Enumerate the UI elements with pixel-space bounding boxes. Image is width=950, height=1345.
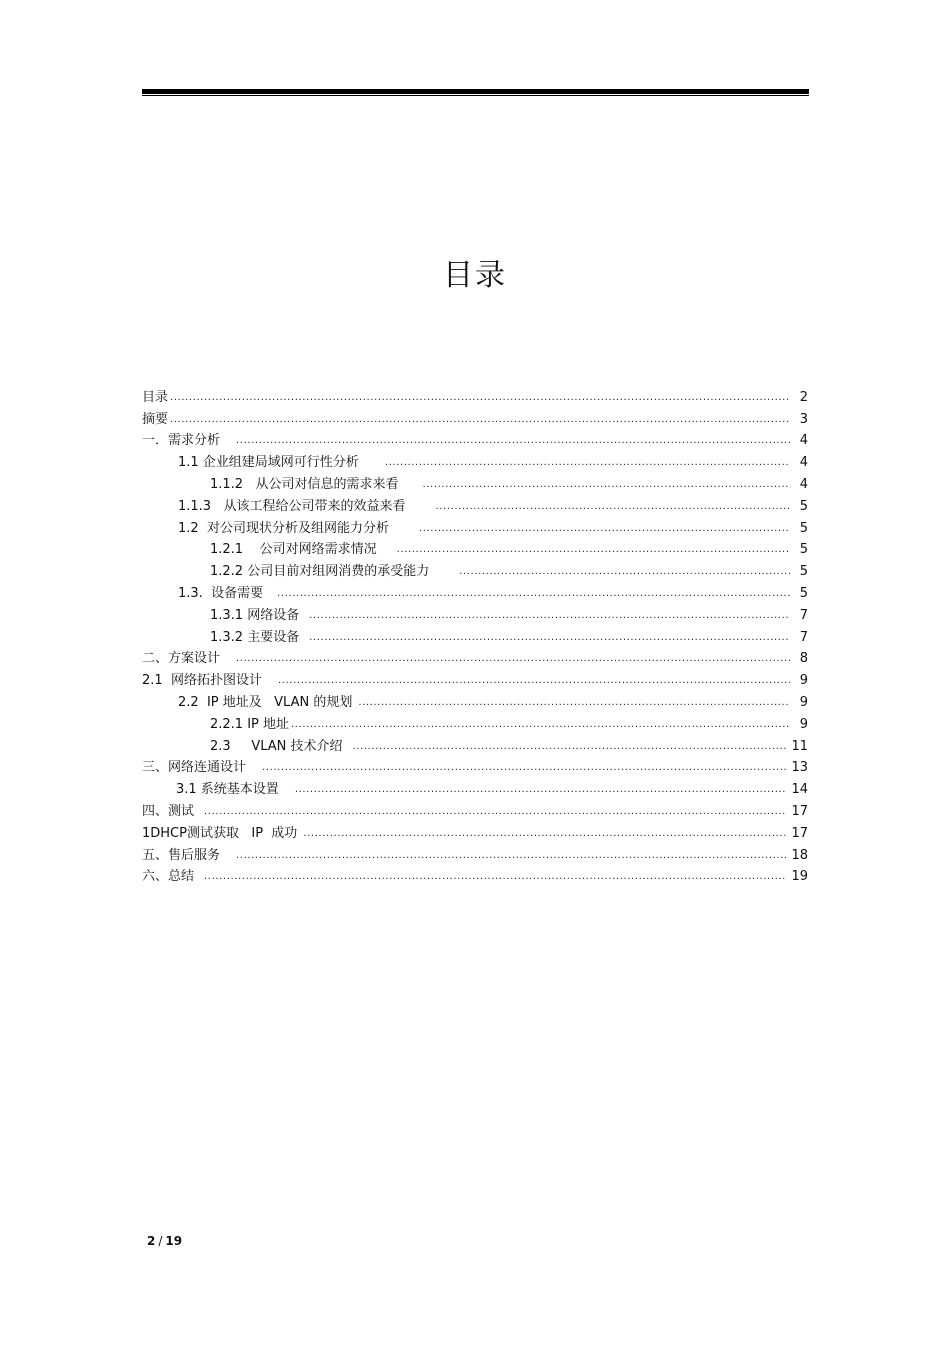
toc-entry-page: 4 [799, 433, 808, 449]
toc-entry[interactable] [142, 601, 808, 623]
toc-entry-label: 2.3 VLAN 技术介绍 [210, 738, 343, 754]
toc-entry[interactable] [142, 427, 808, 449]
toc-dot-leader [309, 630, 790, 645]
toc-entry-label: 1DHCP测试获取 IP 成功 [142, 825, 298, 841]
toc-entry[interactable] [142, 383, 808, 405]
toc-entry[interactable] [142, 536, 808, 558]
toc-entry-page: 7 [799, 607, 808, 623]
toc-entry-page: 13 [791, 760, 808, 776]
header-rule [142, 89, 809, 94]
toc-entry-label: 六、总结 [142, 869, 195, 885]
toc-entry-label: 三、网络连通设计 [142, 760, 247, 776]
toc-dot-leader [170, 390, 790, 405]
toc-dot-leader [419, 521, 790, 536]
toc-entry-page: 19 [791, 869, 808, 885]
toc-dot-leader [309, 608, 790, 623]
toc-entry-label: 五、售后服务 [142, 847, 221, 863]
toc-entry-page: 5 [799, 542, 808, 558]
toc-entry-label: 摘要 [142, 411, 169, 427]
toc-entry[interactable] [142, 666, 808, 688]
toc-dot-leader [170, 412, 790, 427]
toc-dot-leader [435, 499, 790, 514]
current-page-number: 2 [147, 1234, 156, 1248]
toc-entry[interactable] [142, 492, 808, 514]
total-page-count: 19 [165, 1234, 183, 1248]
toc-dot-leader [204, 804, 787, 819]
toc-dot-leader [236, 433, 790, 448]
toc-entry-page: 9 [799, 694, 808, 710]
page-title: 目录 [443, 258, 507, 293]
toc-entry-page: 4 [799, 476, 808, 492]
toc-entry-page: 8 [799, 651, 808, 667]
toc-entry[interactable] [142, 775, 808, 797]
toc-dot-leader [459, 564, 790, 579]
toc-entry[interactable] [142, 797, 808, 819]
toc-entry-label: 1.2.1 公司对网络需求情况 [210, 542, 377, 558]
toc-entry-label: 1.1.2 从公司对信息的需求来看 [210, 476, 399, 492]
toc-entry[interactable] [142, 470, 808, 492]
toc-entry[interactable] [142, 645, 808, 667]
toc-entry-page: 14 [791, 782, 808, 798]
table-of-contents [142, 383, 808, 884]
toc-dot-leader [262, 760, 787, 775]
toc-entry-label: 3.1 系统基本设置 [176, 782, 279, 798]
toc-entry-page: 11 [791, 738, 808, 754]
toc-entry[interactable] [142, 579, 808, 601]
toc-dot-leader [358, 695, 790, 710]
toc-entry-label: 1.3.2 主要设备 [210, 629, 300, 645]
toc-entry-page: 5 [799, 520, 808, 536]
toc-dot-leader [303, 826, 787, 841]
toc-entry-page: 18 [791, 847, 808, 863]
toc-dot-leader [422, 477, 790, 492]
toc-entry-page: 5 [799, 498, 808, 514]
toc-entry-label: 1.3.1 网络设备 [210, 607, 300, 623]
toc-dot-leader [204, 869, 787, 884]
toc-entry-label: 1.2.2 公司目前对组网消费的承受能力 [210, 564, 430, 580]
toc-entry-page: 9 [799, 716, 808, 732]
toc-dot-leader [397, 542, 790, 557]
toc-dot-leader [385, 455, 790, 470]
header-rule-thin [142, 95, 809, 96]
toc-entry-label: 1.1.3 从该工程给公司带来的效益来看 [178, 498, 406, 514]
toc-entry[interactable] [142, 623, 808, 645]
toc-entry-page: 2 [799, 389, 808, 405]
toc-entry[interactable] [142, 405, 808, 427]
toc-entry-page: 17 [791, 803, 808, 819]
toc-entry[interactable] [142, 732, 808, 754]
toc-entry-label: 二、方案设计 [142, 651, 221, 667]
toc-entry[interactable] [142, 557, 808, 579]
toc-dot-leader [236, 651, 790, 666]
toc-entry-label: 一．需求分析 [142, 433, 221, 449]
toc-dot-leader [236, 848, 787, 863]
toc-entry-label: 1.2 对公司现状分析及组网能力分析 [178, 520, 389, 536]
toc-dot-leader [278, 673, 790, 688]
toc-entry-label: 2.1 网络拓扑图设计 [142, 673, 262, 689]
toc-dot-leader [353, 739, 788, 754]
toc-entry[interactable] [142, 819, 808, 841]
toc-entry-label: 1.3. 设备需要 [178, 585, 264, 601]
toc-entry-page: 4 [799, 455, 808, 471]
toc-dot-leader [291, 717, 790, 732]
toc-entry-page: 7 [799, 629, 808, 645]
toc-entry-label: 2.2 IP 地址及 VLAN 的规划 [178, 694, 353, 710]
toc-entry[interactable] [142, 688, 808, 710]
toc-entry-label: 目录 [142, 389, 169, 405]
toc-entry[interactable] [142, 448, 808, 470]
toc-entry-label: 四、测试 [142, 803, 195, 819]
toc-entry-page: 5 [799, 585, 808, 601]
toc-entry-label: 2.2.1 IP 地址 [210, 716, 290, 732]
toc-entry-page: 5 [799, 564, 808, 580]
toc-entry[interactable] [142, 863, 808, 885]
toc-dot-leader [295, 782, 788, 797]
page-footer [147, 1234, 182, 1248]
toc-entry[interactable] [142, 710, 808, 732]
toc-entry-page: 3 [799, 411, 808, 427]
toc-entry[interactable] [142, 514, 808, 536]
toc-entry[interactable] [142, 754, 808, 776]
toc-entry-page: 17 [791, 825, 808, 841]
page-separator: / [158, 1234, 163, 1248]
toc-dot-leader [277, 586, 790, 601]
toc-entry-label: 1.1 企业组建局域网可行性分析 [178, 455, 359, 471]
toc-entry[interactable] [142, 841, 808, 863]
toc-entry-page: 9 [799, 673, 808, 689]
